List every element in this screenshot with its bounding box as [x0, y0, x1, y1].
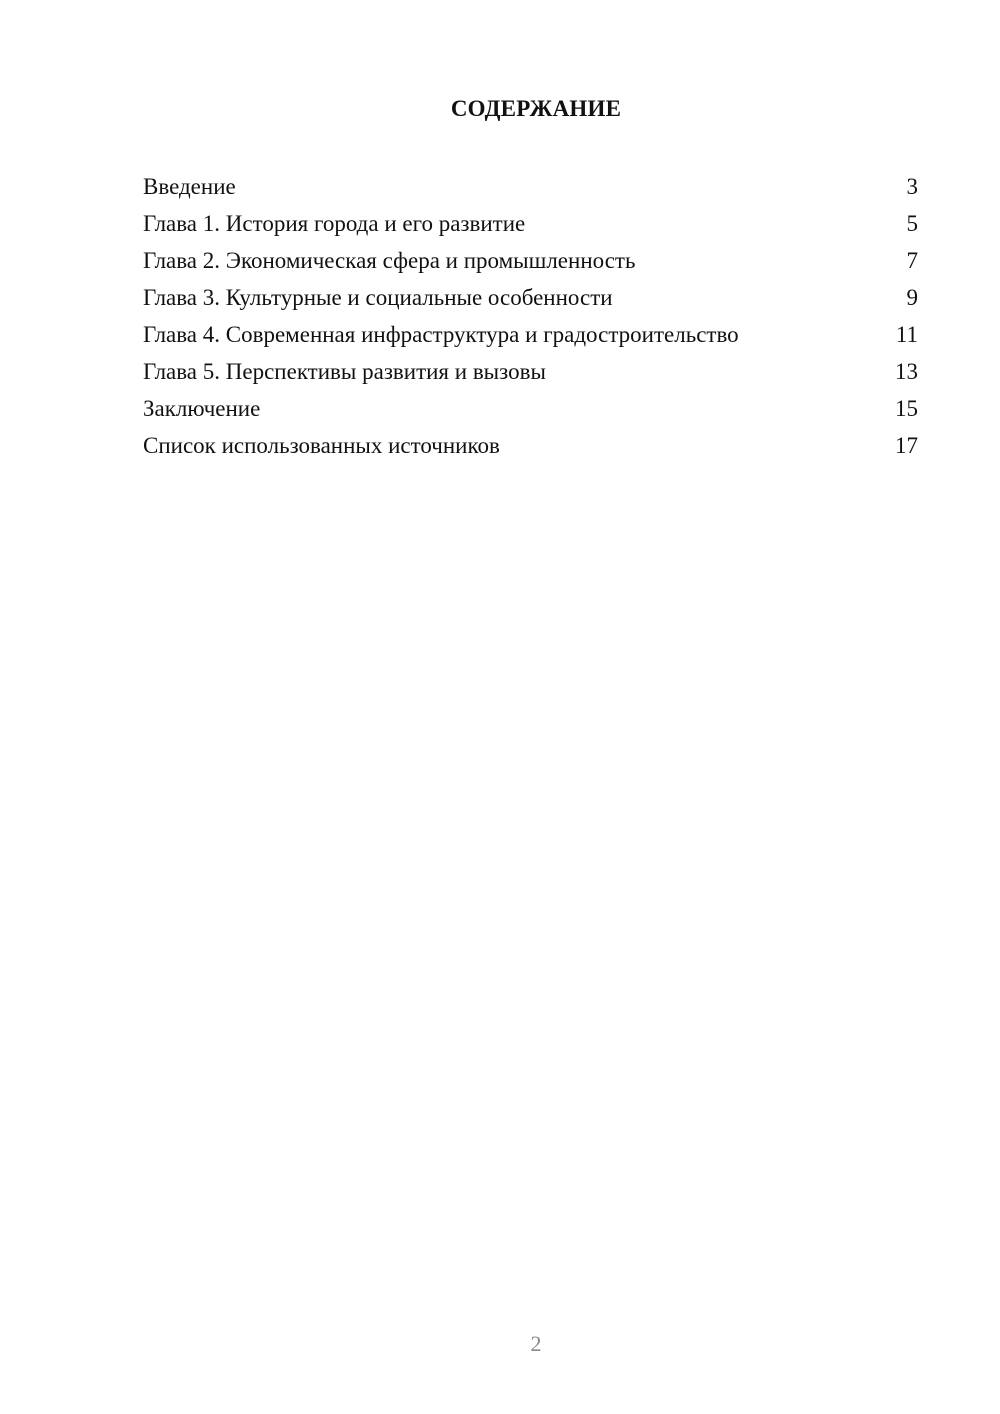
toc-entry-page: 3: [906, 174, 918, 199]
toc-entry-label: Глава 4. Современная инфраструктура и градостроительство: [143, 322, 739, 347]
toc-entry-conclusion: [143, 390, 918, 427]
toc-entry-introduction: [143, 168, 918, 205]
toc-entry-page: 13: [895, 359, 918, 384]
toc-entry-label: Введение: [143, 174, 236, 199]
toc-entry-chapter-5: [143, 353, 918, 390]
toc-entry-chapter-4: [143, 316, 918, 353]
toc-entry-chapter-1: [143, 205, 918, 242]
toc-entry-label: Глава 3. Культурные и социальные особенности: [143, 285, 613, 310]
table-of-contents: [143, 168, 918, 464]
toc-entry-label: Заключение: [143, 396, 261, 421]
toc-entry-chapter-2: [143, 242, 918, 279]
toc-entry-page: 7: [906, 248, 918, 273]
toc-entry-label: Глава 1. История города и его развитие: [143, 211, 526, 236]
page-number: 2: [530, 1331, 542, 1356]
toc-entry-page: 15: [895, 396, 918, 421]
toc-entry-page: 11: [895, 322, 918, 347]
toc-entry-page: 17: [895, 433, 918, 458]
toc-entry-label: Глава 2. Экономическая сфера и промышленность: [143, 248, 636, 273]
toc-entry-chapter-3: [143, 279, 918, 316]
toc-entry-page: 5: [906, 211, 918, 236]
toc-entry-label: Список использованных источников: [143, 433, 500, 458]
toc-entry-references: [143, 427, 918, 464]
toc-entry-page: 9: [906, 285, 918, 310]
toc-entry-label: Глава 5. Перспективы развития и вызовы: [143, 359, 546, 384]
toc-heading: СОДЕРЖАНИЕ: [450, 96, 622, 121]
